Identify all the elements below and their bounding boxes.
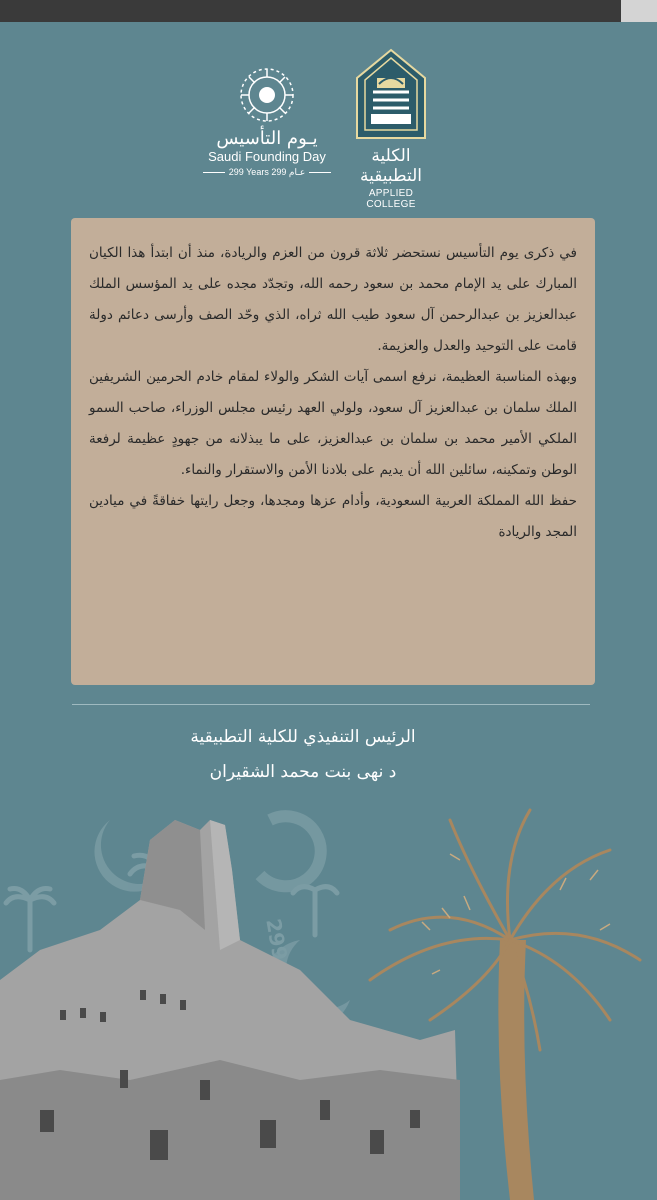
founding-day-years — [192, 166, 342, 178]
founding-day-name-en: Saudi Founding Day — [208, 149, 326, 164]
signature-block — [72, 722, 534, 788]
divider — [72, 704, 590, 705]
message-paragraph-1: في ذكرى يوم التأسيس نستحضر ثلاثة قرون من العزم والريادة، منذ أن ابتدأ هذا الكيان المبارك على يد الإمام محمد بن سعود رحمه الله، وتجدّد مجده على يد المؤسس الملك عبدالعزيز بن عبدالرحمن آل سعود طيب الله ثراه، الذي وحّد الصف وأرسى دعائم دولة قامت على التوحيد والعدل والعزيمة. — [89, 245, 577, 354]
signer-role: الرئيس التنفيذي للكلية التطبيقية — [190, 727, 416, 747]
founding-day-seal-icon — [238, 66, 296, 124]
applied-college-logo — [345, 48, 437, 218]
motif-299-text: 299 — [261, 916, 293, 963]
years-en: 299 Years — [228, 167, 269, 177]
years-rule-right — [309, 172, 331, 173]
signer-name: د نهى بنت محمد الشقيران — [209, 762, 397, 782]
crescent-icon — [260, 816, 321, 886]
message-paragraph-3: حفظ الله المملكة العربية السعودية، وأدام عزها ومجدها، وجعل رايتها خفاقةً في ميادين المجد والريادة — [89, 493, 577, 540]
years-ar: 299 عـام — [271, 167, 306, 177]
top-bar-accent — [621, 0, 657, 22]
founding-day-logo — [192, 66, 342, 196]
top-bar — [0, 0, 657, 22]
university-emblem-icon — [355, 48, 427, 140]
founding-day-name-ar: يـوم التأسيس — [216, 128, 318, 149]
message-paragraph-2: وبهذه المناسبة العظيمة، نرفع اسمى آيات الشكر والولاء لمقام خادم الحرمين الشريفين الملك سلمان بن عبدالعزيز آل سعود، ولولي العهد رئيس مجلس الوزراء، صاحب السمو الملكي الأمير محمد بن سلمان بن عبدالعزيز، على ما يبذلانه من جهودٍ عظيمة لرفعة الوطن وتمكينه، سائلين الله أن يديم على بلادنا الأمن والاستقرار والنماء. — [89, 369, 577, 478]
years-rule-left — [203, 172, 225, 173]
decorative-scene — [0, 780, 657, 1200]
historic-building-image — [0, 820, 460, 1200]
college-name-en: APPLIED COLLEGE — [366, 188, 416, 210]
message-card — [71, 218, 595, 685]
college-name-ar: الكلية التطبيقية — [359, 146, 423, 186]
